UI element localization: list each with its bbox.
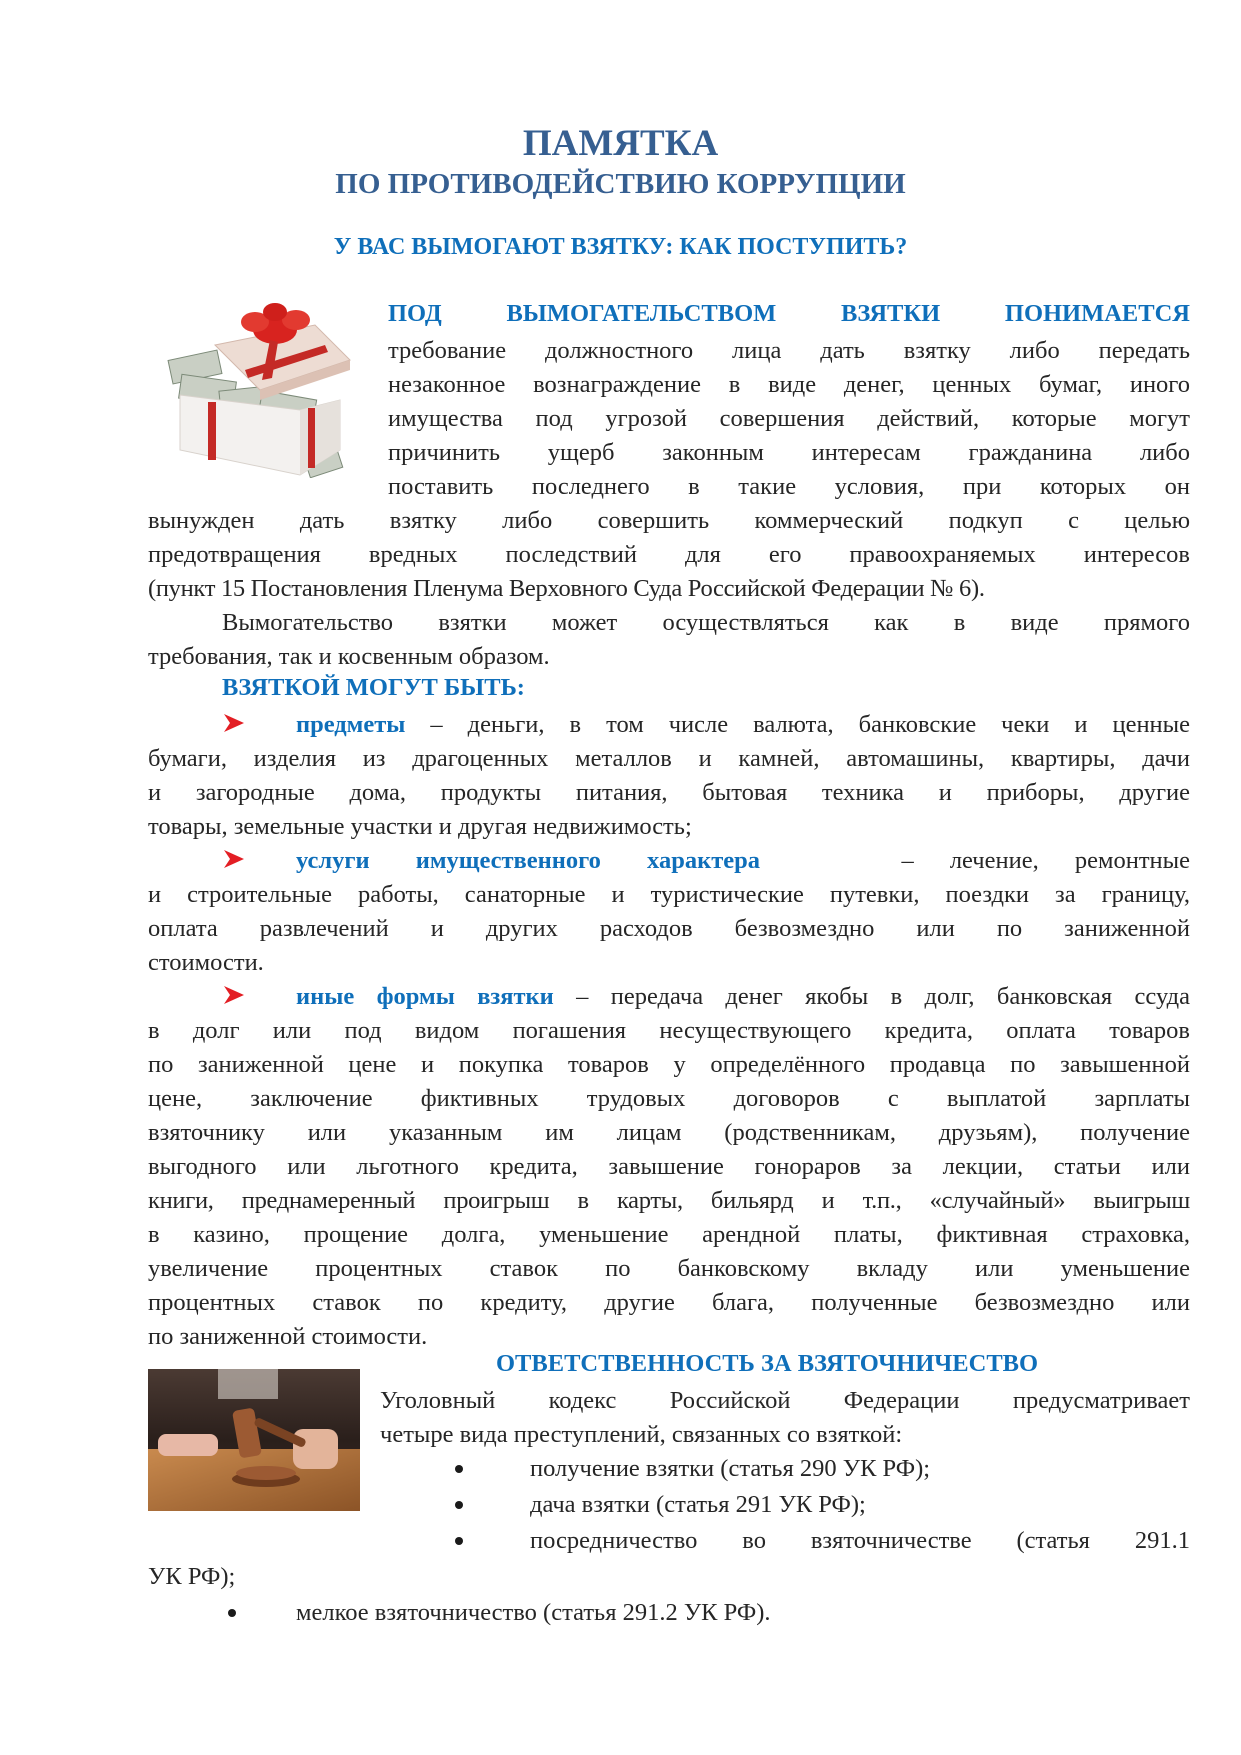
bribe-form-line: цене, заключение фиктивных трудовых договоров с выплатой зарплаты	[148, 1085, 1190, 1112]
gift-box-with-money-icon	[150, 300, 372, 478]
bribe-form-line: книги, преднамеренный проигрыш в карты, бильярд и т.п., «случайный» выигрыш	[148, 1187, 1190, 1214]
bribe-form-line: взяточнику или указанным им лицам (родственникам, друзьям), получение	[148, 1119, 1190, 1146]
definition-line: вынужден дать взятку либо совершить коммерческий подкуп с целью	[148, 507, 1190, 534]
document-title: ПАМЯТКА	[522, 123, 719, 164]
bribe-form-line: бумаги, изделия из драгоценных металлов и камней, автомашины, квартиры, дачи	[148, 745, 1190, 772]
crime-type-item: мелкое взяточничество (статья 291.2 УК РФ).	[296, 1599, 771, 1626]
bribe-form-line: в долг или под видом погашения несуществующего кредита, оплата товаров	[148, 1017, 1190, 1044]
judge-gavel-icon	[148, 1369, 360, 1511]
crime-type-item: получение взятки (статья 290 УК РФ);	[530, 1455, 931, 1482]
bribe-forms-heading: ВЗЯТКОЙ МОГУТ БЫТЬ:	[222, 674, 525, 701]
extortion-line: Вымогательство взятки может осуществляться как в виде прямого	[222, 609, 1190, 636]
section-question: У ВАС ВЫМОГАЮТ ВЗЯТКУ: КАК ПОСТУПИТЬ?	[333, 234, 908, 260]
bribe-form-line: увеличение процентных ставок по банковскому вкладу или уменьшение	[148, 1255, 1190, 1282]
bribe-form-line: оплата развлечений и других расходов безвозмездно или по заниженной	[148, 915, 1190, 942]
bribe-form-line: стоимости.	[148, 949, 264, 976]
bribe-form-text: – передача денег якобы в долг, банковская ссуда	[553, 983, 1190, 1010]
bullet-icon	[455, 1501, 463, 1509]
crime-type-item: посредничество во взяточничестве (статья 291.1	[530, 1527, 1190, 1554]
definition-line: предотвращения вредных последствий для его правоохраняемых интересов	[148, 541, 1190, 568]
bribe-form-term: иные формы взятки	[296, 983, 554, 1010]
arrow-bullet-icon	[224, 714, 244, 737]
bribe-form-line: по заниженной цене и покупка товаров у определённого продавца по завышенной	[148, 1051, 1190, 1078]
bribe-form-line: выгодного или льготного кредита, завышение гонораров за лекции, статьи или	[148, 1153, 1190, 1180]
definition-line: незаконное вознаграждение в виде денег, ценных бумаг, иного	[388, 371, 1190, 398]
bullet-icon	[455, 1537, 463, 1545]
bribe-form-term: предметы	[296, 711, 406, 738]
bribe-form-text: – деньги, в том числе валюта, банковские чеки и ценные	[405, 711, 1190, 738]
definition-heading: ПОД ВЫМОГАТЕЛЬСТВОМ ВЗЯТКИ ПОНИМАЕТСЯ	[388, 300, 1190, 327]
liability-intro-line: четыре вида преступлений, связанных со взяткой:	[380, 1421, 903, 1448]
extortion-line: требования, так и косвенным образом.	[148, 643, 550, 670]
bribe-form-item-first-line	[296, 844, 1190, 878]
bribe-form-line: и загородные дома, продукты питания, бытовая техника и приборы, другие	[148, 779, 1190, 806]
definition-line: требование должностного лица дать взятку либо передать	[388, 337, 1190, 364]
bribe-form-line: и строительные работы, санаторные и туристические путевки, поездки за границу,	[148, 881, 1190, 908]
bullet-icon	[455, 1465, 463, 1473]
bribe-form-term: услуги имущественного характера	[296, 847, 760, 874]
liability-heading: ОТВЕТСТВЕННОСТЬ ЗА ВЗЯТОЧНИЧЕСТВО	[496, 1350, 1039, 1377]
definition-line: причинить ущерб законным интересам гражданина либо	[388, 439, 1190, 466]
definition-line: имущества под угрозой совершения действий, которые могут	[388, 405, 1190, 432]
bribe-form-item-first-line	[296, 708, 1190, 742]
crime-type-item-continuation: УК РФ);	[148, 1563, 236, 1590]
bribe-form-item-first-line	[296, 980, 1190, 1014]
arrow-bullet-icon	[224, 850, 244, 873]
bribe-form-line: по заниженной стоимости.	[148, 1323, 428, 1350]
definition-line: (пункт 15 Постановления Пленума Верховного Суда Российской Федерации № 6).	[148, 575, 985, 602]
bullet-icon	[228, 1609, 236, 1617]
bribe-form-line: товары, земельные участки и другая недвижимость;	[148, 813, 692, 840]
document-subtitle: ПО ПРОТИВОДЕЙСТВИЮ КОРРУПЦИИ	[335, 168, 906, 200]
liability-intro-line: Уголовный кодекс Российской Федерации предусматривает	[380, 1387, 1190, 1414]
bribe-form-line: в казино, прощение долга, уменьшение арендной платы, фиктивная страховка,	[148, 1221, 1190, 1248]
arrow-bullet-icon	[224, 986, 244, 1009]
bribe-form-line: процентных ставок по кредиту, другие блага, полученные безвозмездно или	[148, 1289, 1190, 1316]
bribe-form-text: – лечение, ремонтные	[901, 847, 1190, 874]
crime-type-item: дача взятки (статья 291 УК РФ);	[530, 1491, 866, 1518]
definition-line: поставить последнего в такие условия, при которых он	[388, 473, 1190, 500]
